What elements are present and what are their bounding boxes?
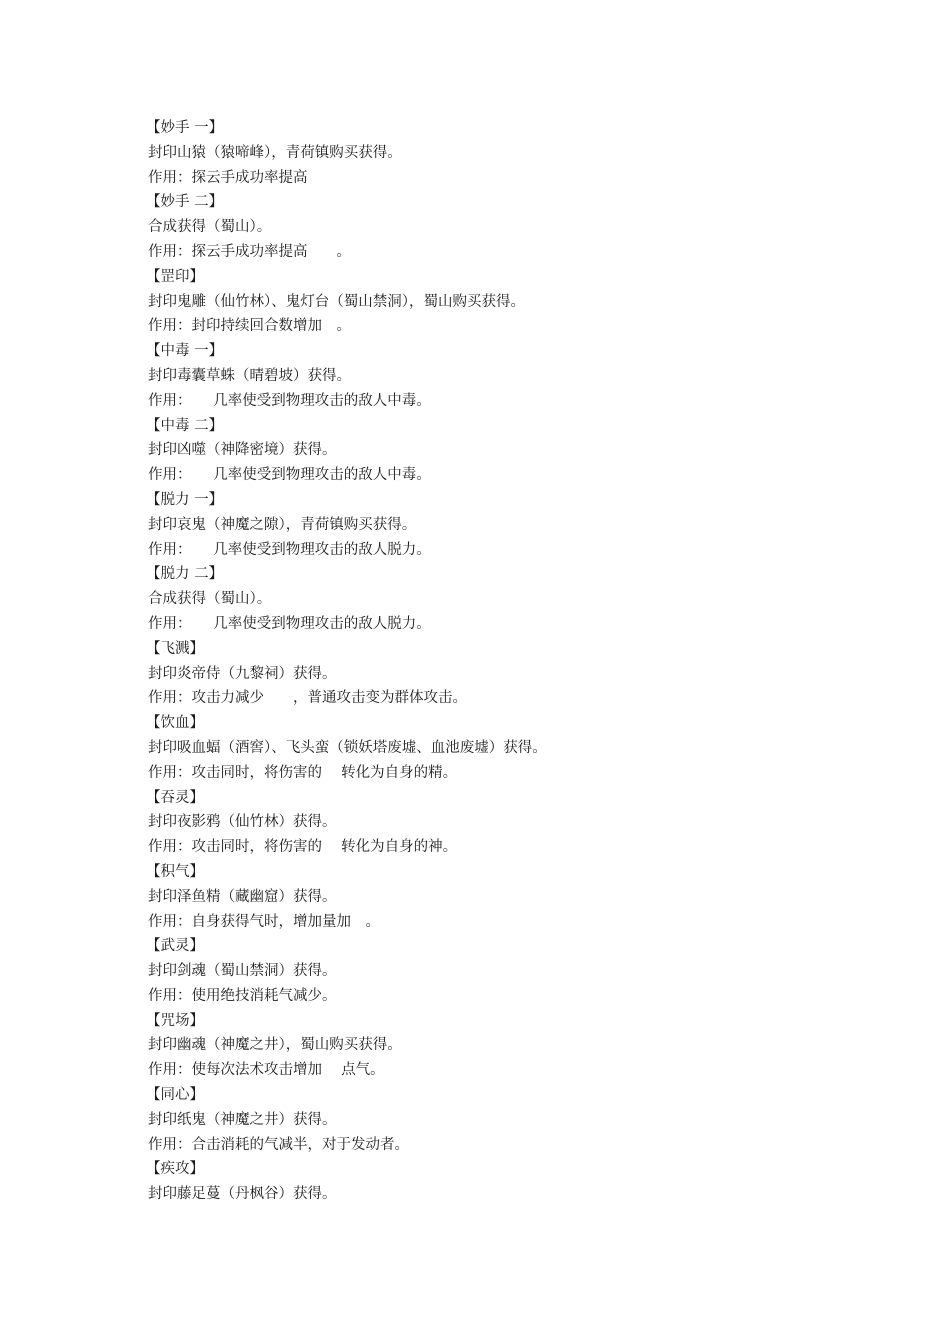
- entry-title: 【咒场】: [146, 1012, 204, 1029]
- entry-source: 封印炎帝侍（九黎祠）获得。: [148, 665, 337, 682]
- entry-source: 封印纸鬼（神魔之井）获得。: [148, 1111, 337, 1128]
- entry: [148, 562, 848, 636]
- entry-source: 封印毒囊草蛛（晴碧坡）获得。: [148, 367, 351, 384]
- entry: [148, 1009, 848, 1083]
- entry-effect: 作用：使每次法术攻击增加 点气。: [148, 1062, 385, 1079]
- entry-source: 封印泽鱼精（藏幽窟）获得。: [148, 888, 337, 905]
- entry-effect: 作用：合击消耗的气减半，对于发动者。: [148, 1136, 409, 1153]
- entry: [148, 786, 848, 860]
- entry: [148, 637, 848, 711]
- entry: [148, 1083, 848, 1157]
- entry-title: 【吞灵】: [146, 789, 204, 806]
- entry-effect: 作用： 几率使受到物理攻击的敌人中毒。: [148, 392, 431, 409]
- entry-source: 合成获得（蜀山）。: [148, 219, 272, 236]
- entry: [148, 934, 848, 1008]
- entry: [148, 265, 848, 339]
- entry-title: 【妙手 二】: [146, 194, 224, 211]
- document-body: [148, 116, 848, 1207]
- entry-source: 封印藤足蔓（丹枫谷）获得。: [148, 1186, 337, 1203]
- entry-title: 【武灵】: [146, 938, 204, 955]
- entry-effect: 作用： 几率使受到物理攻击的敌人中毒。: [148, 467, 431, 484]
- entry-effect: 作用：探云手成功率提高 。: [148, 243, 351, 260]
- entry-effect: 作用：探云手成功率提高: [148, 169, 308, 186]
- entry-source: 封印夜影鸦（仙竹林）获得。: [148, 814, 337, 831]
- entry-effect: 作用： 几率使受到物理攻击的敌人脱力。: [148, 541, 431, 558]
- entry-effect: 作用：自身获得气时，增加量加 。: [148, 913, 380, 930]
- entry-effect: 作用： 几率使受到物理攻击的敌人脱力。: [148, 615, 431, 632]
- entry: [148, 488, 848, 562]
- entry-title: 【疾攻】: [146, 1161, 204, 1178]
- entry: [148, 414, 848, 488]
- entry-source: 封印幽魂（神魔之井），蜀山购买获得。: [148, 1037, 402, 1054]
- entry-title: 【罡印】: [146, 268, 204, 285]
- entry-source: 封印鬼雕（仙竹林）、鬼灯台（蜀山禁洞），蜀山购买获得。: [148, 293, 525, 310]
- entry-title: 【中毒 一】: [146, 343, 224, 360]
- entry: [148, 339, 848, 413]
- entry-title: 【饮血】: [146, 715, 204, 732]
- entry-title: 【同心】: [146, 1087, 204, 1104]
- entry-title: 【妙手 一】: [146, 120, 224, 136]
- entry: [148, 711, 848, 785]
- entry-source: 合成获得（蜀山）。: [148, 591, 272, 608]
- entry-effect: 作用：攻击同时，将伤害的 转化为自身的精。: [148, 764, 458, 781]
- entry-effect: 作用：攻击力减少 ，普通攻击变为群体攻击。: [148, 690, 467, 707]
- entry-effect: 作用：使用绝技消耗气减少。: [148, 987, 337, 1004]
- entry-effect: 作用：封印持续回合数增加 。: [148, 318, 351, 335]
- entry-source: 封印凶噬（神降密境）获得。: [148, 442, 337, 459]
- entry-title: 【飞溅】: [146, 640, 204, 657]
- entry-source: 封印剑魂（蜀山禁洞）获得。: [148, 963, 337, 980]
- entry: [148, 116, 848, 190]
- entry-title: 【脱力 二】: [146, 566, 224, 583]
- entry-title: 【中毒 二】: [146, 417, 224, 434]
- entry: [148, 860, 848, 934]
- entry-source: 封印山猿（猿啼峰），青荷镇购买获得。: [148, 144, 402, 161]
- entry-source: 封印哀鬼（神魔之隙），青荷镇购买获得。: [148, 516, 417, 533]
- entry-title: 【积气】: [146, 863, 204, 880]
- entry-source: 封印吸血蝠（酒窖）、飞头蛮（锁妖塔废墟、血池废墟）获得。: [148, 739, 547, 756]
- entry-effect: 作用：攻击同时，将伤害的 转化为自身的神。: [148, 839, 458, 856]
- entry: [148, 190, 848, 264]
- entry-title: 【脱力 一】: [146, 491, 224, 508]
- entry: [148, 1157, 848, 1207]
